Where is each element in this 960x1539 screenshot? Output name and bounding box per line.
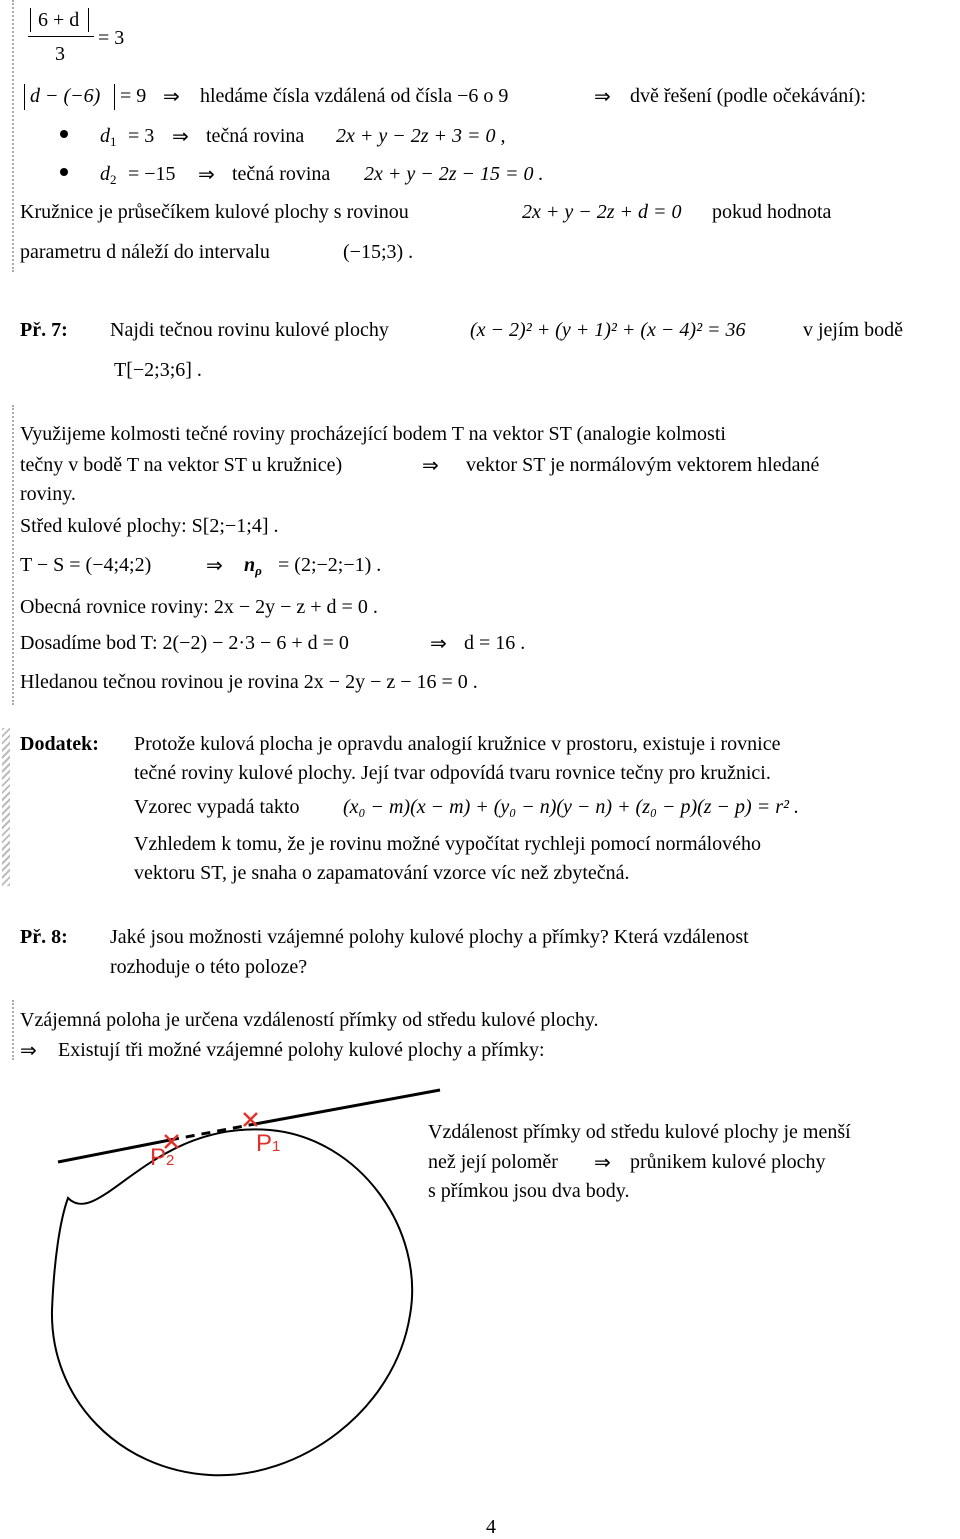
fig-text-2b: průnikem kulové plochy <box>630 1151 826 1173</box>
ex7-substitution: Dosadíme bod T: 2(−2) − 2·3 − 6 + d = 0 <box>20 632 349 654</box>
addendum-line-2: tečné roviny kulové plochy. Její tvar odpovídá tvaru rovnice tečny pro kružnici. <box>134 762 771 784</box>
ex7-solution-line-2a: tečny v bodě T na vektor ST u kružnice) <box>20 454 343 476</box>
conclusion-text: Kružnice je průsečíkem kulové plochy s rovinou <box>20 201 409 223</box>
fraction-rhs: = 3 <box>98 27 125 49</box>
abs-bar <box>24 84 25 110</box>
fig-text-2a: než její poloměr <box>428 1151 558 1173</box>
ex8-task-2: rozhoduje o této poloze? <box>110 956 308 978</box>
abs-bar <box>114 84 115 110</box>
ex7-point: T[−2;3;6] . <box>114 359 202 381</box>
secant-figure <box>40 1080 460 1510</box>
ex7-task-2: v jejím bodě <box>803 319 903 341</box>
secant-line-dashed <box>170 1124 255 1140</box>
implies-arrow-icon: ⇒ <box>206 553 223 577</box>
bullet2-eq: = −15 <box>128 163 176 185</box>
implies-arrow-icon: ⇒ <box>594 84 611 108</box>
addendum-line-1: Protože kulová plocha je opravdu analogií kružnice v prostoru, existuje i rovnice <box>134 733 781 755</box>
implies-arrow-icon: ⇒ <box>172 124 189 148</box>
ex7-general-equation: Obecná rovnice roviny: 2x − 2y − z + d = 0 . <box>20 596 378 618</box>
implies-arrow-icon: ⇒ <box>20 1038 37 1062</box>
abs-bar <box>30 8 31 32</box>
bullet2-lhs: $d_2$ <box>100 163 117 187</box>
conclusion-text-2: pokud hodnota <box>712 201 832 223</box>
ex7-solution-line-3: roviny. <box>20 483 76 505</box>
conclusion-eq: 2x + y − 2z + d = 0 <box>522 201 682 223</box>
addendum-line-5: vektoru ST, je snaha o zapamatování vzorce víc než zbytečná. <box>134 862 630 884</box>
fraction-bar <box>28 36 94 37</box>
ex7-result: Hledanou tečnou rovinou je rovina 2x − 2y − z − 16 = 0 . <box>20 671 478 693</box>
abs-lhs: d − (−6) <box>30 85 101 107</box>
ex7-solution-line-2b: vektor ST je normálovým vektorem hledané <box>466 454 820 476</box>
margin-rule <box>12 0 14 272</box>
bullet1-lhs: $d_1$ <box>100 125 117 149</box>
addendum-label: Dodatek: <box>20 733 99 755</box>
fraction-numerator: 6 + d <box>38 9 80 31</box>
bullet-icon <box>60 168 68 176</box>
addendum-formula-label: Vzorec vypadá takto <box>134 796 300 818</box>
p2-label: P2 <box>150 1144 175 1171</box>
ex7-task: Najdi tečnou rovinu kulové plochy <box>110 319 389 341</box>
implies-arrow-icon: ⇒ <box>594 1150 611 1174</box>
bullet-icon <box>60 130 68 138</box>
ex7-solution-line-1: Využijeme kolmosti tečné roviny procházející bodem T na vektor ST (analogie kolmosti <box>20 423 726 445</box>
abs-text: hledáme čísla vzdálená od čísla −6 o 9 <box>200 85 509 107</box>
implies-arrow-icon: ⇒ <box>422 453 439 477</box>
fig-text-3: s přímkou jsou dva body. <box>428 1180 630 1202</box>
ex7-center: Střed kulové plochy: S[2;−1;4] . <box>20 515 279 537</box>
addendum-hatch <box>2 728 10 886</box>
ex7-normal-vector: $n_\rho$ <box>244 554 262 578</box>
p1-label: P1 <box>256 1130 281 1157</box>
fraction-denominator: 3 <box>55 43 65 65</box>
implies-arrow-icon: ⇒ <box>163 84 180 108</box>
abs-text-2: dvě řešení (podle očekávání): <box>630 85 867 107</box>
addendum-formula: (x₀ − m)(x − m) + (y₀ − n)(y − n) + (z₀ − p)(z − p) = r² . <box>343 796 799 818</box>
interval: (−15;3) . <box>343 241 414 263</box>
bullet1-plane: 2x + y − 2z + 3 = 0 , <box>336 125 506 147</box>
margin-rule <box>12 1000 14 1060</box>
bullet2-text: tečná rovina <box>232 163 331 185</box>
example-8-label: Př. 8: <box>20 926 68 948</box>
bullet2-plane: 2x + y − 2z − 15 = 0 . <box>364 163 544 185</box>
bullet1-text: tečná rovina <box>206 125 305 147</box>
implies-arrow-icon: ⇒ <box>430 631 447 655</box>
page-number: 4 <box>486 1516 496 1538</box>
margin-rule <box>12 405 14 705</box>
fig-text-1: Vzdálenost přímky od středu kulové plochy je menší <box>428 1121 851 1143</box>
addendum-line-4: Vzhledem k tomu, že je rovinu možné vypočítat rychleji pomocí normálového <box>134 833 762 855</box>
implies-arrow-icon: ⇒ <box>198 162 215 186</box>
abs-bar <box>88 8 89 32</box>
ex7-d-value: d = 16 . <box>464 632 526 654</box>
example-7-label: Př. 7: <box>20 319 68 341</box>
ex8-solution-2: Existují tři možné vzájemné polohy kulové plochy a přímky: <box>58 1039 545 1061</box>
ex8-solution-1: Vzájemná poloha je určena vzdáleností přímky od středu kulové plochy. <box>20 1009 599 1031</box>
ex7-vector: T − S = (−4;4;2) <box>20 554 152 576</box>
bullet1-eq: = 3 <box>128 125 155 147</box>
secant-line-right <box>255 1090 440 1124</box>
ex8-task-1: Jaké jsou možnosti vzájemné polohy kulové plochy a přímky? Která vzdálenost <box>110 926 749 948</box>
abs-rhs: = 9 <box>120 85 147 107</box>
ex7-normal-value: = (2;−2;−1) . <box>278 554 382 576</box>
ex7-equation: (x − 2)² + (y + 1)² + (x − 4)² = 36 <box>470 319 746 341</box>
conclusion-line-2: parametru d náleží do intervalu <box>20 241 270 263</box>
sphere-circle <box>52 1129 412 1475</box>
